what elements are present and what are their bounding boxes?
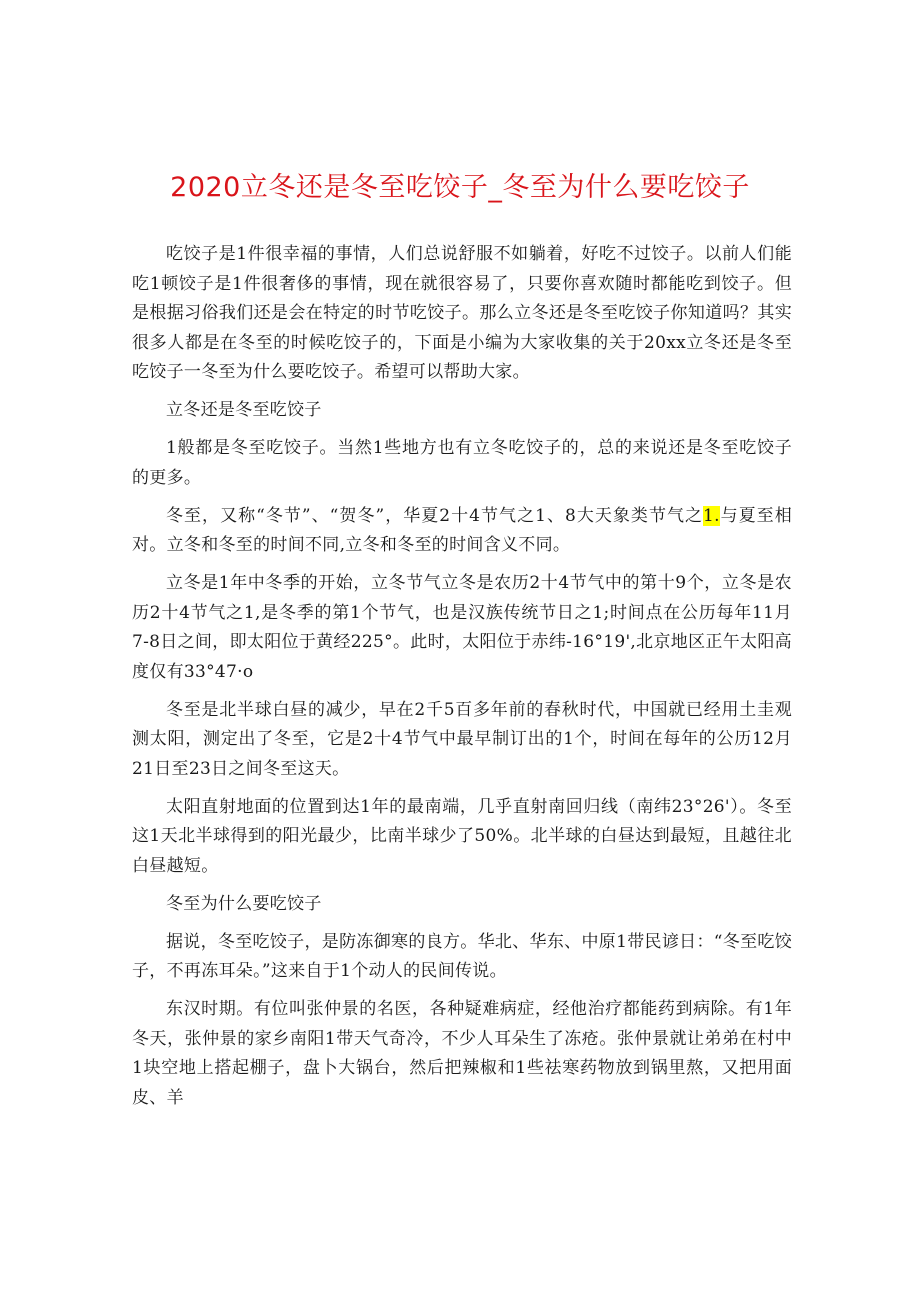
paragraph: 东汉时期。有位叫张仲景的名医，各种疑难病症，经他治疗都能药到病除。有1年冬天，张仲景的家乡南阳1带天气奇冷，不少人耳朵生了冻疮。张仲景就让弟弟在村中1块空地上搭起棚子，盘卜大锅台，然后把辣椒和1些祛寒药物放到锅里熬，又把用面皮、羊 [132,999,792,1108]
paragraph: 立冬是1年中冬季的开始，立冬节气立冬是农历2十4节气中的第十9个，立冬是农历2十4节气之1,是冬季的第1个节气，也是汉族传统节日之1;时间点在公历每年11月7-8日之间，即太阳位于黄经225°。此时，太阳位于赤纬-16°19',北京地区正午太阳高度仅有33°47·o [132,573,792,682]
paragraph: 太阳直射地面的位置到达1年的最南端，几乎直射南回归线（南纬23°26'）。冬至这1天北半球得到的阳光最少，比南半球少了50%。北半球的白昼达到最短，且越往北白昼越短。 [132,796,792,876]
paragraph: 据说，冬至吃饺子，是防冻御寒的良方。华北、华东、中原1带民谚日：“冬至吃饺子，不再冻耳朵。”这来自于1个动人的民间传说。 [132,931,792,981]
highlighted-text: 1. [703,505,720,526]
intro-paragraph: 吃饺子是1件很幸福的事情，人们总说舒服不如躺着，好吃不过饺子。以前人们能吃1顿饺子是1件很奢侈的事情，现在就很容易了，只要你喜欢随时都能吃到饺子。但是根据习俗我们还是会在特定的时节吃饺子。那么立冬还是冬至吃饺子你知道吗？其实很多人都是在冬至的时候吃饺子的，下面是小编为大家收集的关于20xx立冬还是冬至吃饺子一冬至为什么要吃饺子。希望可以帮助大家。 [132,244,792,382]
document-title: 2020立冬还是冬至吃饺子_冬至为什么要吃饺子 [170,172,750,203]
paragraph-text: 与夏至相对。立冬和冬至的时间不同,立冬和冬至的时间含义不同。 [132,505,792,555]
section-heading-lidong-or-dongzhi: 立冬还是冬至吃饺子 [166,400,322,420]
paragraph-with-highlight [132,502,792,561]
document-body [132,240,792,1122]
section-heading-why-dumplings: 冬至为什么要吃饺子 [166,893,322,914]
paragraph: 1般都是冬至吃饺子。当然1些地方也有立冬吃饺子的，总的来说还是冬至吃饺子的更多。 [132,438,792,488]
paragraph-text: 冬至，又称“冬节”、“贺冬”，华夏2十4节气之1、8大天象类节气之 [166,505,704,526]
paragraph: 冬至是北半球白昼的减少，早在2千5百多年前的春秋时代，中国就已经用土圭观测太阳，测定出了冬至，它是2十4节气中最早制订出的1个，时间在每年的公历12月21日至23日之间冬至这天。 [132,699,792,779]
